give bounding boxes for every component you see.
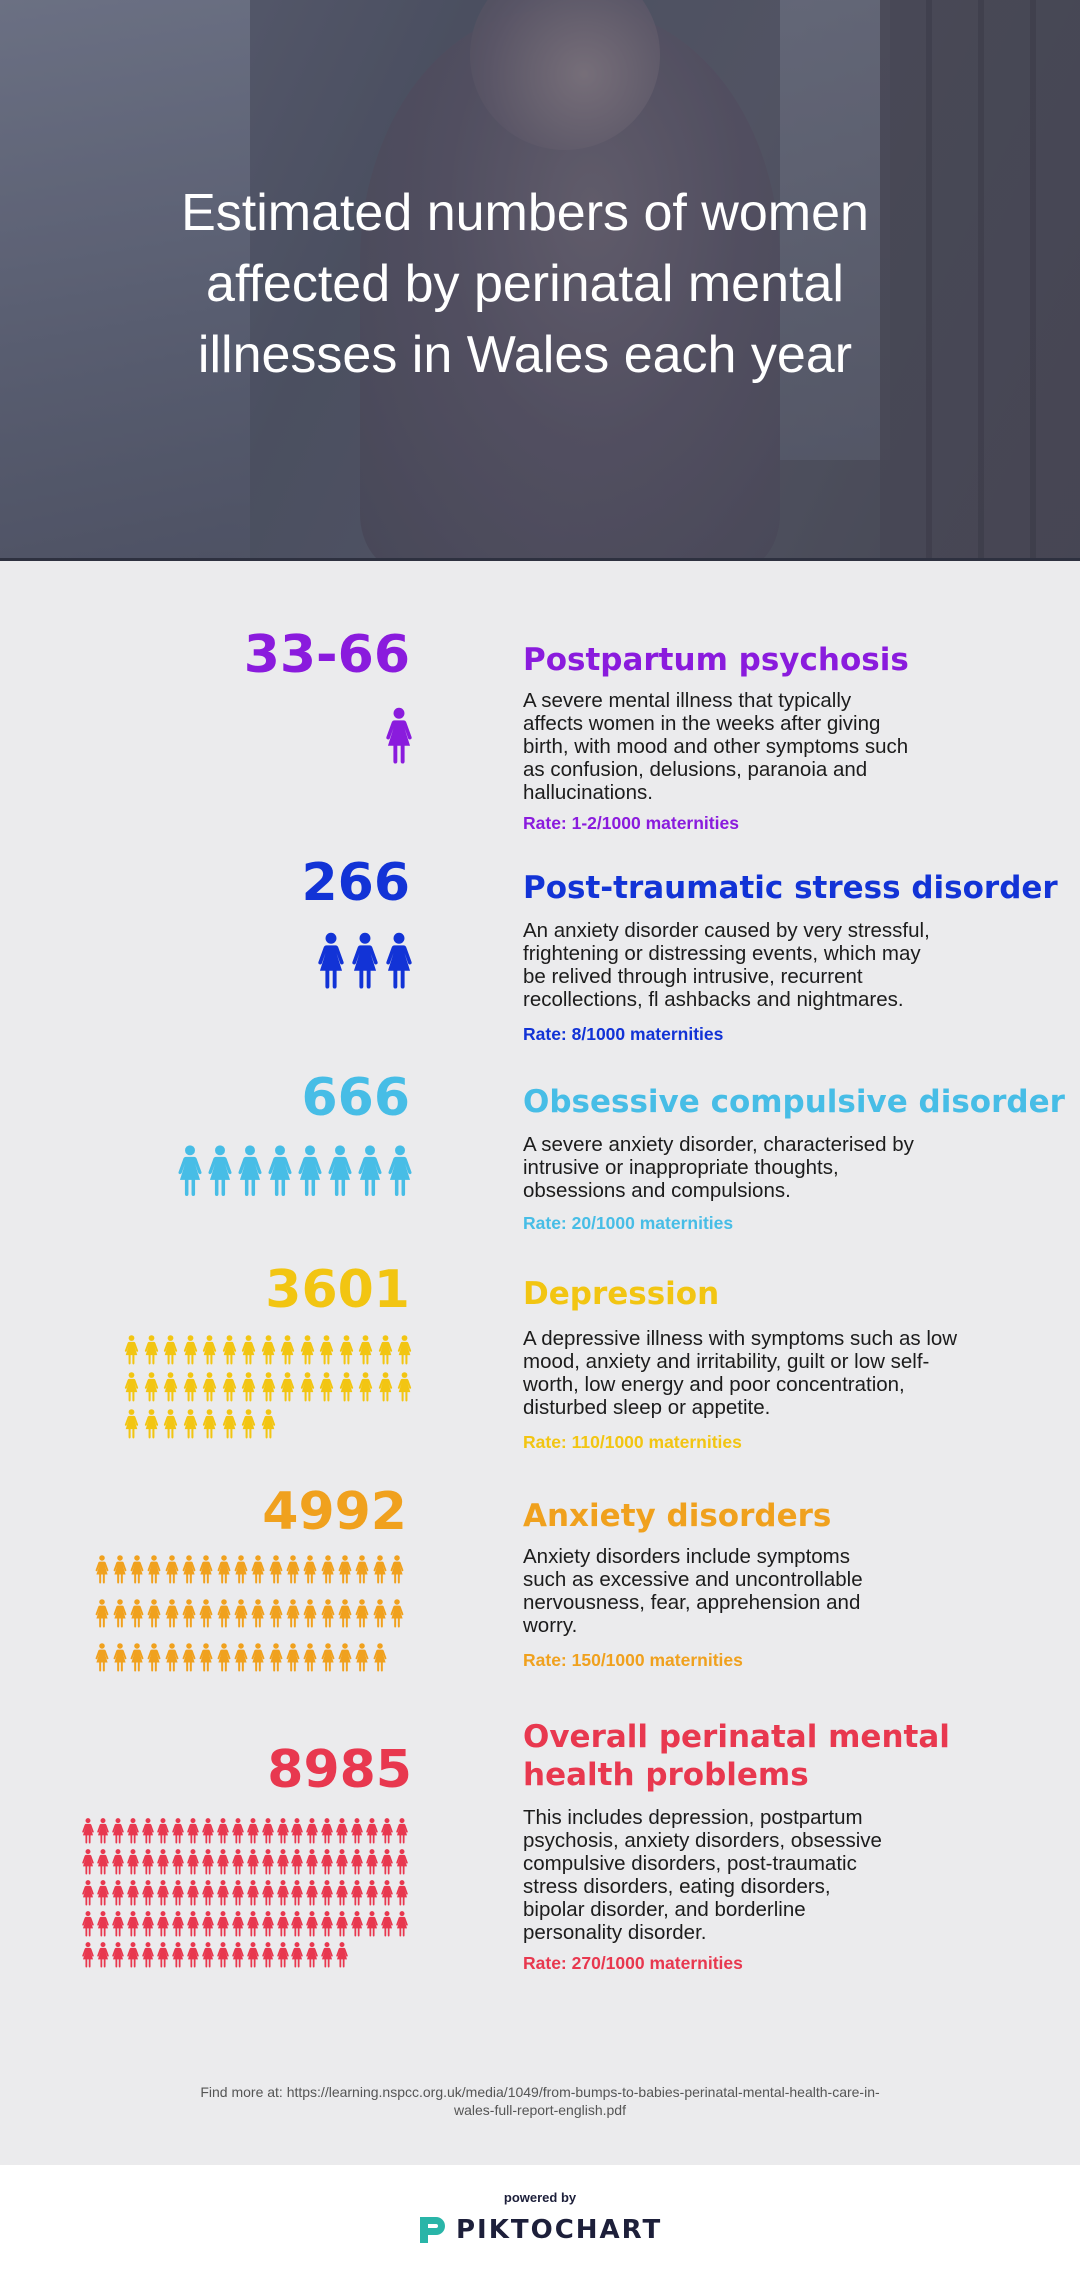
woman-icon [321, 1643, 335, 1672]
stat-description: A severe mental illness that typically affects women in the weeks after giving birth, with mood and other symptoms such as confusion, delusions, paranoia and hallucinations. [523, 689, 909, 804]
woman-icon [157, 1849, 169, 1875]
woman-icon [95, 1555, 109, 1584]
woman-icon [336, 1942, 348, 1968]
woman-icon [217, 1880, 229, 1906]
woman-icon [222, 1372, 237, 1402]
woman-icon [172, 1880, 184, 1906]
woman-icon [165, 1599, 179, 1628]
woman-icon [144, 1372, 159, 1402]
stat-description: Anxiety disorders include symptoms such as excessive and uncontrollable nervousness, fear, apprehension and worry. [523, 1545, 863, 1637]
stat-title: Postpartum psychosis [523, 642, 909, 678]
woman-icon [306, 1849, 318, 1875]
woman-icon [321, 1911, 333, 1937]
woman-icon [396, 1880, 408, 1906]
woman-icon [112, 1911, 124, 1937]
woman-icon [172, 1818, 184, 1844]
woman-icon [112, 1849, 124, 1875]
woman-icon [238, 1145, 262, 1197]
stat-title: Depression [523, 1276, 720, 1312]
stat-description: This includes depression, postpartum psychosis, anxiety disorders, obsessive compulsive disorders, post-traumatic stress disorders, eating disorders, bipolar disorder, and borderline personality disorder. [523, 1806, 882, 1944]
stat-info [523, 1083, 1068, 1234]
woman-icon [202, 1911, 214, 1937]
piktochart-logo-text: PIKTOCHART [456, 2215, 663, 2245]
woman-icon [366, 1818, 378, 1844]
woman-icon [95, 1643, 109, 1672]
woman-icon [147, 1643, 161, 1672]
woman-icon [97, 1880, 109, 1906]
woman-icon [300, 1372, 315, 1402]
woman-icon [147, 1555, 161, 1584]
woman-icon [217, 1911, 229, 1937]
woman-icon-group [318, 932, 412, 990]
woman-icon [397, 1335, 412, 1365]
woman-icon [187, 1818, 199, 1844]
woman-icon [378, 1372, 393, 1402]
woman-icon [358, 1335, 373, 1365]
stat-description: A severe anxiety disorder, characterised by intrusive or inappropriate thoughts, obsessions and compulsions. [523, 1133, 914, 1202]
piktochart-logo[interactable] [416, 2212, 662, 2248]
woman-icon [355, 1599, 369, 1628]
woman-icon [277, 1818, 289, 1844]
stat-count: 3601 [265, 1260, 410, 1320]
woman-icon [124, 1409, 139, 1439]
woman-icon [286, 1599, 300, 1628]
powered-by-label: powered by [503, 2190, 577, 2205]
woman-icon [339, 1372, 354, 1402]
woman-icon [306, 1818, 318, 1844]
woman-icon [157, 1942, 169, 1968]
hero-banner [0, 0, 1080, 560]
woman-icon [262, 1849, 274, 1875]
stat-info [523, 1497, 1068, 1671]
woman-icon [358, 1145, 382, 1197]
stat-description: A depressive illness with symptoms such as low mood, anxiety and irritability, guilt or low self-worth, low energy and poor concentration, disturbed sleep or appetite. [523, 1327, 958, 1419]
woman-icon [355, 1643, 369, 1672]
woman-icon [232, 1911, 244, 1937]
woman-icon [291, 1849, 303, 1875]
woman-icon [300, 1335, 315, 1365]
woman-icon [336, 1911, 348, 1937]
woman-icon [222, 1335, 237, 1365]
woman-icon [262, 1880, 274, 1906]
woman-icon [247, 1818, 259, 1844]
woman-icon [261, 1335, 276, 1365]
woman-icon [366, 1911, 378, 1937]
woman-icon [172, 1942, 184, 1968]
woman-icon [280, 1372, 295, 1402]
woman-icon [338, 1599, 352, 1628]
woman-icon [277, 1942, 289, 1968]
woman-icon [199, 1599, 213, 1628]
hero-divider [0, 558, 1080, 561]
woman-icon [366, 1880, 378, 1906]
woman-icon [112, 1818, 124, 1844]
stat-rate: Rate: 270/1000 maternities [523, 1953, 743, 1973]
woman-icon [390, 1599, 404, 1628]
woman-icon [82, 1849, 94, 1875]
woman-icon-group [178, 1145, 412, 1197]
woman-icon [291, 1911, 303, 1937]
stat-info [523, 641, 1068, 834]
stat-count: 266 [301, 853, 410, 913]
woman-icon [298, 1145, 322, 1197]
woman-icon [183, 1335, 198, 1365]
woman-icon [127, 1849, 139, 1875]
woman-icon [202, 1372, 217, 1402]
woman-icon [388, 1145, 412, 1197]
woman-icon [142, 1911, 154, 1937]
woman-icon [286, 1643, 300, 1672]
woman-icon [262, 1942, 274, 1968]
woman-icon [187, 1911, 199, 1937]
woman-icon [82, 1911, 94, 1937]
woman-icon [261, 1372, 276, 1402]
woman-icon [217, 1849, 229, 1875]
woman-icon [232, 1942, 244, 1968]
woman-icon [82, 1818, 94, 1844]
stat-info [523, 869, 1068, 1045]
woman-icon [234, 1555, 248, 1584]
woman-icon [321, 1818, 333, 1844]
woman-icon [130, 1599, 144, 1628]
woman-icon [338, 1555, 352, 1584]
woman-icon [183, 1372, 198, 1402]
stat-rate: Rate: 110/1000 maternities [523, 1432, 742, 1452]
woman-icon [306, 1942, 318, 1968]
woman-icon [97, 1849, 109, 1875]
woman-icon [202, 1409, 217, 1439]
woman-icon [336, 1849, 348, 1875]
stat-count: 666 [301, 1068, 410, 1128]
woman-icon [157, 1818, 169, 1844]
woman-icon-group [386, 707, 412, 765]
woman-icon [386, 932, 412, 990]
woman-icon [142, 1942, 154, 1968]
woman-icon [319, 1335, 334, 1365]
woman-icon [247, 1880, 259, 1906]
woman-icon [321, 1849, 333, 1875]
woman-icon [336, 1880, 348, 1906]
woman-icon [112, 1942, 124, 1968]
woman-icon [381, 1818, 393, 1844]
woman-icon [199, 1643, 213, 1672]
woman-icon [251, 1643, 265, 1672]
woman-icon [95, 1599, 109, 1628]
stat-rate: Rate: 1-2/1000 maternities [523, 813, 739, 833]
woman-icon [241, 1335, 256, 1365]
woman-icon [269, 1643, 283, 1672]
woman-icon [251, 1555, 265, 1584]
woman-icon [202, 1942, 214, 1968]
woman-icon [182, 1599, 196, 1628]
woman-icon [358, 1372, 373, 1402]
woman-icon [217, 1599, 231, 1628]
woman-icon [306, 1911, 318, 1937]
stat-title: Obsessive compulsive disorder [523, 1084, 1065, 1120]
woman-icon [247, 1911, 259, 1937]
woman-icon [187, 1942, 199, 1968]
woman-icon [396, 1818, 408, 1844]
stat-info [523, 1718, 1068, 1974]
woman-icon [373, 1643, 387, 1672]
woman-icon [351, 1880, 363, 1906]
woman-icon [351, 1818, 363, 1844]
woman-icon [241, 1409, 256, 1439]
woman-icon [261, 1409, 276, 1439]
woman-icon [397, 1372, 412, 1402]
woman-icon [124, 1335, 139, 1365]
woman-icon [113, 1599, 127, 1628]
woman-icon [82, 1880, 94, 1906]
woman-icon [157, 1911, 169, 1937]
woman-icon [291, 1942, 303, 1968]
woman-icon [390, 1555, 404, 1584]
woman-icon [202, 1849, 214, 1875]
woman-icon [127, 1911, 139, 1937]
woman-icon [352, 932, 378, 990]
woman-icon [232, 1880, 244, 1906]
stat-description: An anxiety disorder caused by very stressful, frightening or distressing events, which may be relived through intrusive, recurrent recollections, fl ashbacks and nightmares. [523, 919, 930, 1011]
woman-icon [187, 1849, 199, 1875]
woman-icon [165, 1643, 179, 1672]
woman-icon [208, 1145, 232, 1197]
woman-icon [130, 1555, 144, 1584]
woman-icon [97, 1911, 109, 1937]
woman-icon [202, 1335, 217, 1365]
woman-icon [217, 1555, 231, 1584]
woman-icon [178, 1145, 202, 1197]
woman-icon [232, 1818, 244, 1844]
woman-icon [241, 1372, 256, 1402]
woman-icon [381, 1849, 393, 1875]
woman-icon [321, 1942, 333, 1968]
woman-icon-group [95, 1555, 404, 1672]
woman-icon [113, 1555, 127, 1584]
woman-icon [182, 1643, 196, 1672]
woman-icon [172, 1911, 184, 1937]
stat-title: Overall perinatal mental health problems [523, 1719, 950, 1793]
woman-icon [127, 1818, 139, 1844]
woman-icon [386, 707, 412, 765]
woman-icon [306, 1880, 318, 1906]
woman-icon [319, 1372, 334, 1402]
woman-icon [251, 1599, 265, 1628]
woman-icon [97, 1818, 109, 1844]
woman-icon [277, 1849, 289, 1875]
woman-icon [355, 1555, 369, 1584]
woman-icon [381, 1880, 393, 1906]
woman-icon [338, 1643, 352, 1672]
woman-icon [280, 1335, 295, 1365]
stat-info [523, 1275, 1068, 1453]
stat-rate: Rate: 8/1000 maternities [523, 1024, 724, 1044]
woman-icon [321, 1880, 333, 1906]
woman-icon [142, 1818, 154, 1844]
woman-icon [142, 1880, 154, 1906]
woman-icon [336, 1818, 348, 1844]
page-title: Estimated numbers of women affected by perinatal mental illnesses in Wales each year [181, 184, 869, 384]
woman-icon [130, 1643, 144, 1672]
woman-icon [202, 1818, 214, 1844]
stat-count: 8985 [267, 1740, 412, 1800]
woman-icon [217, 1818, 229, 1844]
woman-icon [286, 1555, 300, 1584]
woman-icon [187, 1880, 199, 1906]
woman-icon [163, 1335, 178, 1365]
woman-icon [124, 1372, 139, 1402]
stat-title: Post-traumatic stress disorder [523, 870, 1058, 906]
woman-icon [182, 1555, 196, 1584]
woman-icon [183, 1409, 198, 1439]
woman-icon [277, 1911, 289, 1937]
woman-icon [381, 1911, 393, 1937]
woman-icon [378, 1335, 393, 1365]
woman-icon [199, 1555, 213, 1584]
woman-icon [144, 1409, 159, 1439]
woman-icon [268, 1145, 292, 1197]
stat-rate: Rate: 20/1000 maternities [523, 1213, 734, 1233]
woman-icon [247, 1849, 259, 1875]
woman-icon [303, 1643, 317, 1672]
woman-icon [351, 1911, 363, 1937]
source-link[interactable]: Find more at: https://learning.nspcc.org.uk/media/1049/from-bumps-to-babies-perinatal-mental-health-care-in-wales-full-report-english.pdf [200, 2084, 880, 2118]
woman-icon [234, 1599, 248, 1628]
woman-icon [247, 1942, 259, 1968]
woman-icon [144, 1335, 159, 1365]
woman-icon [303, 1599, 317, 1628]
woman-icon [373, 1555, 387, 1584]
woman-icon [291, 1880, 303, 1906]
woman-icon [303, 1555, 317, 1584]
woman-icon [157, 1880, 169, 1906]
woman-icon [112, 1880, 124, 1906]
stat-rate: Rate: 150/1000 maternities [523, 1650, 743, 1670]
stat-count: 4992 [262, 1482, 407, 1542]
woman-icon [269, 1555, 283, 1584]
woman-icon [97, 1942, 109, 1968]
woman-icon [277, 1880, 289, 1906]
woman-icon [321, 1555, 335, 1584]
woman-icon [321, 1599, 335, 1628]
woman-icon [366, 1849, 378, 1875]
piktochart-logo-icon [416, 2213, 446, 2247]
stat-count: 33-66 [243, 625, 410, 685]
woman-icon [127, 1942, 139, 1968]
woman-icon [318, 932, 344, 990]
woman-icon [262, 1911, 274, 1937]
woman-icon [396, 1849, 408, 1875]
woman-icon [142, 1849, 154, 1875]
woman-icon [82, 1942, 94, 1968]
woman-icon-group [82, 1818, 408, 1968]
woman-icon [291, 1818, 303, 1844]
woman-icon [217, 1942, 229, 1968]
woman-icon [262, 1818, 274, 1844]
stat-title: Anxiety disorders [523, 1498, 832, 1534]
woman-icon [147, 1599, 161, 1628]
woman-icon [222, 1409, 237, 1439]
woman-icon [202, 1880, 214, 1906]
woman-icon [163, 1409, 178, 1439]
woman-icon [234, 1643, 248, 1672]
woman-icon [328, 1145, 352, 1197]
woman-icon [373, 1599, 387, 1628]
woman-icon [172, 1849, 184, 1875]
woman-icon [396, 1911, 408, 1937]
woman-icon [217, 1643, 231, 1672]
woman-icon [113, 1643, 127, 1672]
woman-icon [339, 1335, 354, 1365]
woman-icon [165, 1555, 179, 1584]
woman-icon [269, 1599, 283, 1628]
woman-icon [127, 1880, 139, 1906]
woman-icon [232, 1849, 244, 1875]
woman-icon-group [124, 1335, 412, 1439]
woman-icon [351, 1849, 363, 1875]
woman-icon [163, 1372, 178, 1402]
